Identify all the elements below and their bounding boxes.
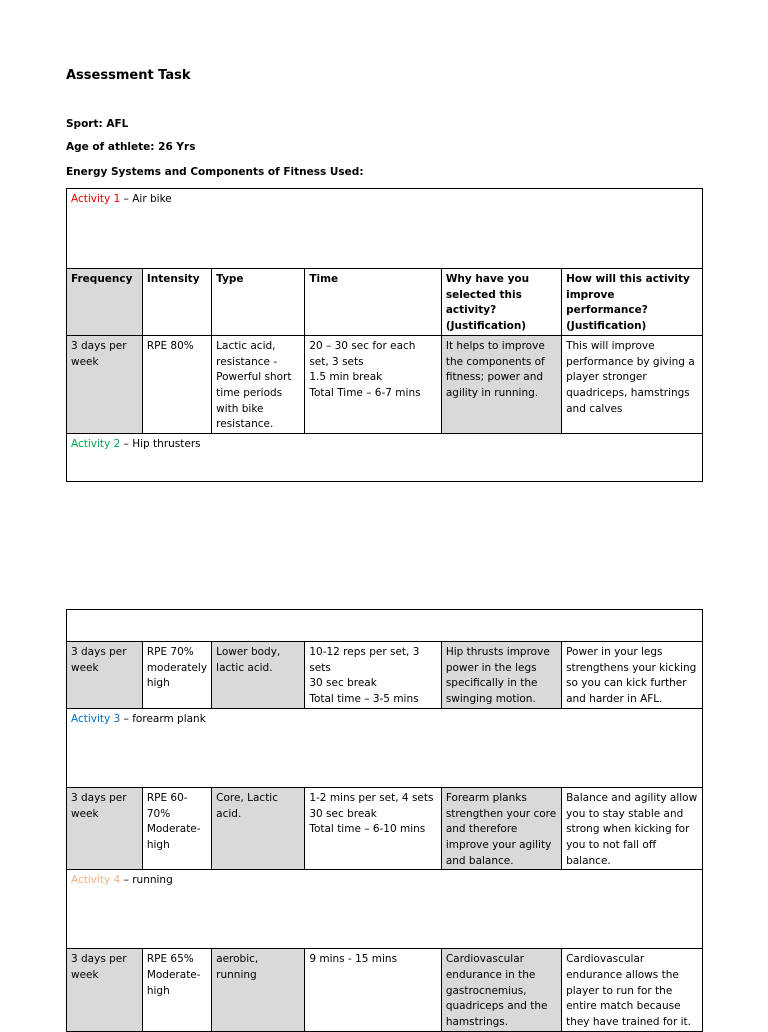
activity-separator: –: [120, 193, 133, 205]
activity-name: Air bike: [132, 193, 172, 205]
cell-how: Cardiovascular endurance allows the player to run for the entire match because they have trained for it.: [562, 949, 703, 1032]
activity-separator: –: [120, 874, 133, 887]
time-line: 20 – 30 sec for each set, 3 sets: [309, 339, 416, 368]
cell-why: Forearm planks strengthen your core and therefore improve your agility and balance.: [441, 787, 561, 870]
cell-frequency: 3 days per week: [67, 787, 143, 870]
time-line: 1.5 min break: [309, 371, 383, 384]
cell-intensity: RPE 80%: [142, 335, 211, 433]
cell-why: Cardiovascular endurance in the gastrocnemius, quadriceps and the hamstrings.: [441, 949, 561, 1032]
activity-cell: [67, 434, 703, 482]
cell-type: Core, Lactic acid.: [212, 787, 305, 870]
header-type: Type: [212, 269, 305, 336]
sport-line: Sport: AFL: [66, 118, 129, 130]
cell-time: [305, 642, 442, 709]
cell-time: [305, 335, 442, 433]
cell-how: Balance and agility allow you to stay stable and strong when kicking for you to not fall off balance.: [562, 787, 703, 870]
table-row: [67, 335, 703, 433]
activity-cell: [67, 708, 703, 787]
age-line: Age of athlete: 26 Yrs: [66, 141, 196, 153]
document-title: Assessment Task: [66, 68, 191, 83]
cell-type: Lactic acid, resistance - Powerful short time periods with bike resistance.: [212, 335, 305, 433]
cell-type: Lower body, lactic acid.: [212, 642, 305, 709]
time-line: 30 sec break: [309, 677, 377, 690]
activity-name: forearm plank: [132, 712, 206, 725]
activity-cell: [67, 870, 703, 949]
activity-table-2: [66, 609, 703, 1032]
cell-type: aerobic, running: [212, 949, 305, 1032]
cell-time: [305, 949, 442, 1032]
header-frequency: Frequency: [67, 269, 143, 336]
table-row: [67, 949, 703, 1032]
activity-cell: [67, 189, 703, 269]
activity-label: Activity 4: [71, 874, 121, 887]
activity-label: Activity 2: [71, 438, 121, 451]
activity-name: Hip thrusters: [132, 438, 201, 451]
empty-row: [67, 610, 703, 642]
cell-frequency: 3 days per week: [67, 335, 143, 433]
time-line: 10-12 reps per set, 3 sets: [309, 646, 420, 674]
cell-frequency: 3 days per week: [67, 642, 143, 709]
header-how: How will this activity improve performance? (Justification): [562, 269, 703, 336]
activity-row: [67, 870, 703, 949]
cell-intensity: RPE 60-70% Moderate-high: [142, 787, 211, 870]
empty-cell: [67, 610, 703, 642]
cell-how: This will improve performance by giving a player stronger quadriceps, hamstrings and calves: [562, 335, 703, 433]
header-intensity: Intensity: [142, 269, 211, 336]
header-time: Time: [305, 269, 442, 336]
activity-row: [67, 434, 703, 482]
time-line: 30 sec break: [309, 807, 377, 820]
header-why: Why have you selected this activity? (Justification): [441, 269, 561, 336]
time-line: 1-2 mins per set, 4 sets: [309, 791, 434, 804]
cell-time: [305, 787, 442, 870]
cell-intensity: RPE 70% moderately high: [142, 642, 211, 709]
cell-why: It helps to improve the components of fitness; power and agility in running.: [441, 335, 561, 433]
activity-row: [67, 708, 703, 787]
time-line: 9 mins - 15 mins: [309, 953, 398, 966]
activity-table-1: [66, 188, 703, 482]
header-row: [67, 269, 703, 336]
cell-why: Hip thrusts improve power in the legs specifically in the swinging motion.: [441, 642, 561, 709]
table-row: [67, 642, 703, 709]
activity-name: running: [132, 874, 173, 887]
time-line: Total time – 6-10 mins: [309, 823, 426, 836]
time-line: Total Time – 6-7 mins: [309, 386, 421, 399]
activity-row: [67, 189, 703, 269]
activity-label: Activity 1: [71, 193, 121, 205]
cell-intensity: RPE 65% Moderate-high: [142, 949, 211, 1032]
time-line: Total time – 3-5 mins: [309, 693, 419, 706]
activity-separator: –: [120, 712, 133, 725]
cell-frequency: 3 days per week: [67, 949, 143, 1032]
energy-systems-line: Energy Systems and Components of Fitness Used:: [66, 166, 364, 178]
activity-label: Activity 3: [71, 712, 121, 725]
cell-how: Power in your legs strengthens your kicking so you can kick further and harder in AFL.: [562, 642, 703, 709]
table-row: [67, 787, 703, 870]
activity-separator: –: [120, 438, 133, 451]
